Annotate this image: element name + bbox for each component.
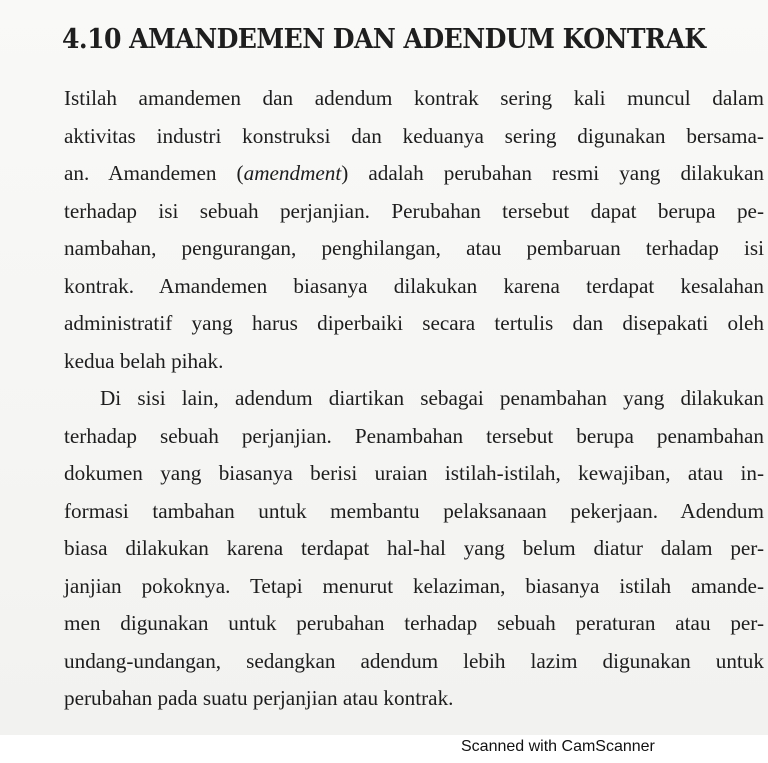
text-line: kontrak. Amandemen biasanya dilakukan karena terdapat kesalahan	[64, 273, 764, 298]
text-segment: an. Amandemen (	[64, 161, 244, 185]
text-line: terhadap sebuah perjanjian. Penambahan tersebut berupa penambahan	[64, 423, 764, 448]
text-line: aktivitas industri konstruksi dan keduanya sering digunakan bersama-	[64, 123, 764, 148]
text-line: men digunakan untuk perubahan terhadap sebuah peraturan atau per-	[64, 611, 764, 635]
text-line	[64, 155, 764, 193]
paragraph-1	[64, 80, 764, 380]
text-line: nambahan, pengurangan, penghilangan, atau pembaruan terhadap isi	[64, 236, 764, 260]
text-line: Di sisi lain, adendum diartikan sebagai penambahan yang dilakukan	[100, 386, 764, 410]
text-segment: ) adalah perubahan resmi yang dilakukan	[341, 161, 765, 185]
text-line: Istilah amandemen dan adendum kontrak sering kali muncul dalam	[64, 86, 764, 110]
section-heading: 4.10 AMANDEMEN DAN ADENDUM KONTRAK	[62, 24, 706, 55]
text-line: janjian pokoknya. Tetapi menurut kelaziman, biasanya istilah amande-	[64, 573, 764, 598]
text-line: formasi tambahan untuk membantu pelaksanaan pekerjaan. Adendum	[64, 498, 764, 523]
scanner-watermark: Scanned with CamScanner	[461, 738, 655, 755]
paragraph-2	[64, 380, 764, 718]
text-line: terhadap isi sebuah perjanjian. Perubahan tersebut dapat berupa pe-	[64, 198, 764, 223]
text-line: dokumen yang biasanya berisi uraian istilah-istilah, kewajiban, atau in-	[64, 461, 764, 485]
body-text	[64, 80, 764, 718]
italic-term: amendment	[243, 161, 342, 185]
text-line: kedua belah pihak.	[64, 348, 224, 373]
text-line: undang-undangan, sedangkan adendum lebih lazim digunakan untuk	[64, 648, 764, 673]
text-line: administratif yang harus diperbaiki secara tertulis dan disepakati oleh	[64, 311, 764, 335]
text-line: biasa dilakukan karena terdapat hal-hal yang belum diatur dalam per-	[64, 536, 764, 560]
text-line: perubahan pada suatu perjanjian atau kontrak.	[64, 686, 454, 710]
